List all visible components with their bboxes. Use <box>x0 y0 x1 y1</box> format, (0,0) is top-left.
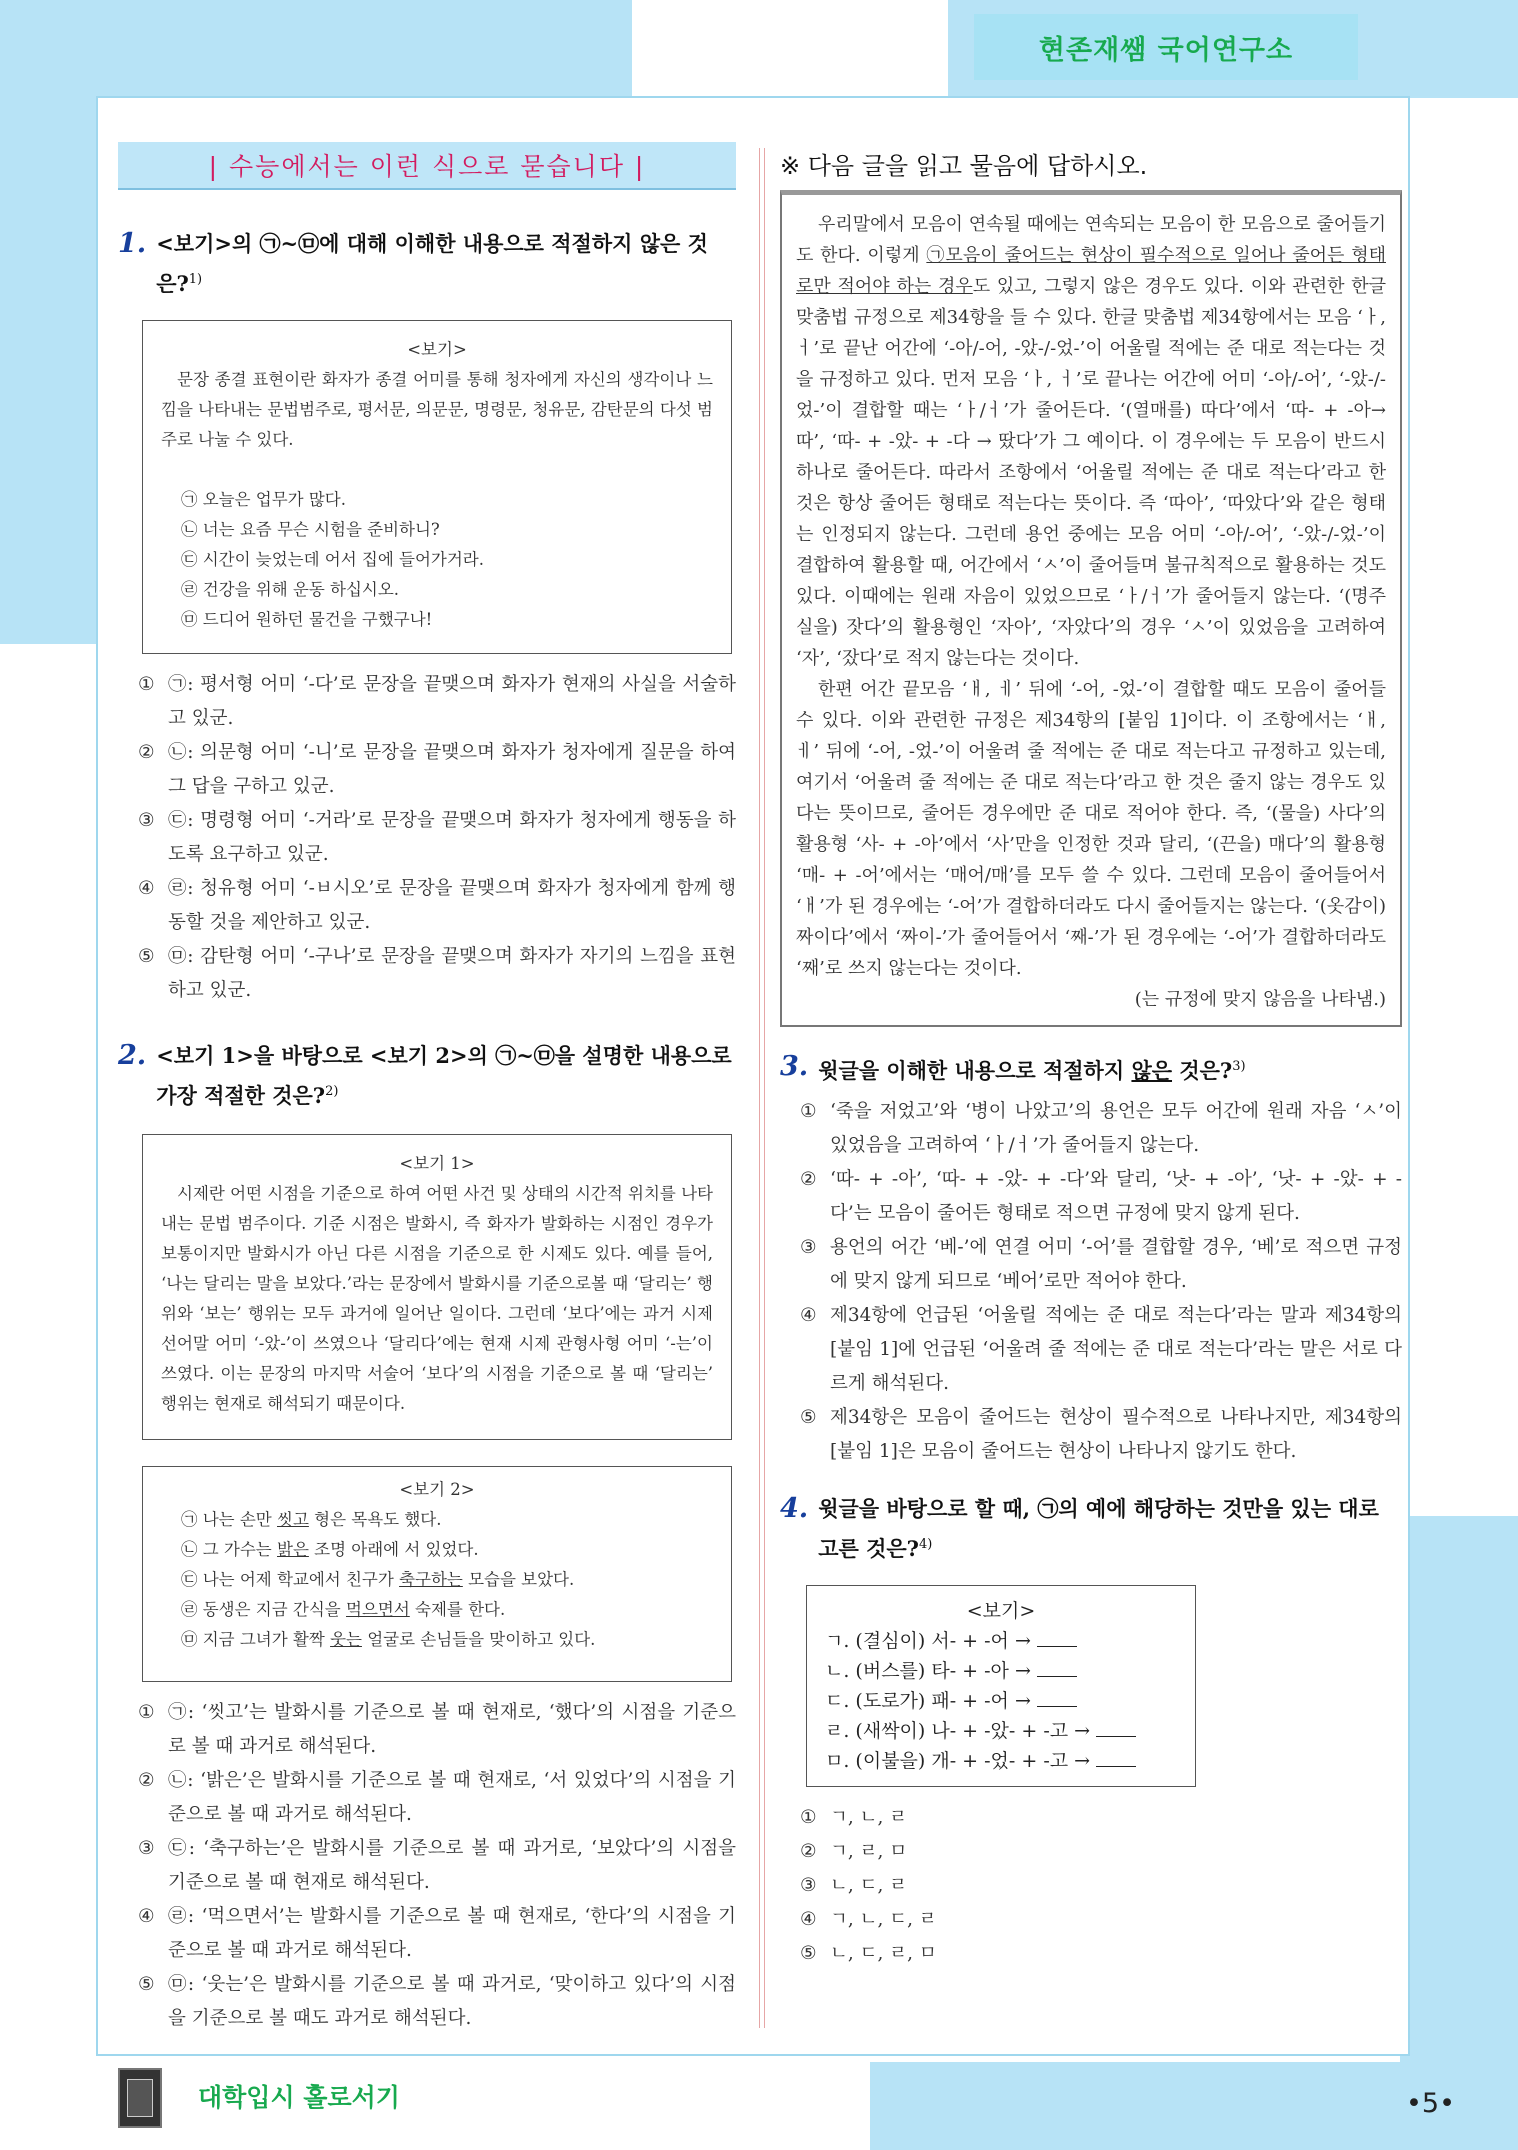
right-column <box>780 142 1402 1971</box>
question-2-text-body: <보기 1>을 바탕으로 <보기 2>의 ㉠~㉤을 설명한 내용으로 가장 적절한 것은? <box>156 1043 732 1108</box>
example-text: 조명 아래에 서 있었다. <box>308 1540 479 1559</box>
example-text: ㉣ 동생은 지금 간식을 <box>181 1600 346 1619</box>
question-2-stem <box>118 1038 736 1114</box>
option-marker: ④ <box>800 1305 817 1326</box>
passage-paragraph <box>796 209 1386 674</box>
example-text: ㉤ 지금 그녀가 활짝 <box>181 1630 331 1649</box>
option-marker: ⑤ <box>800 1943 817 1964</box>
question-4-example-box <box>806 1585 1196 1787</box>
option-marker: ③ <box>800 1875 817 1896</box>
answer-blank <box>1037 1629 1077 1647</box>
underlined-word: 않은 <box>1131 1058 1173 1083</box>
underlined-word: 먹으면서 <box>346 1600 410 1619</box>
answer-option[interactable] <box>800 1903 1402 1937</box>
question-2-text <box>156 1038 736 1114</box>
option-text: ㉠: 평서형 어미 ‘-다’로 문장을 끝맺으며 화자가 현재의 사실을 서술하고 있군. <box>168 674 736 729</box>
section-banner-text: | 수능에서는 이런 식으로 묻습니다 | <box>208 152 646 181</box>
answer-option[interactable] <box>800 1095 1402 1163</box>
option-text: ㉤: 감탄형 어미 ‘-구나’로 문장을 끝맺으며 화자가 자기의 느낌을 표현하고 있군. <box>168 946 736 1001</box>
passage-text: 우리말에서 모음이 연속될 때에는 연속되는 모음이 한 모음으로 줄어들기도 한다. 이렇게 <box>796 214 1386 266</box>
option-text: ㉢: ‘축구하는’은 발화시를 기준으로 볼 때 과거로, ‘보았다’의 시점을 기준으로 볼 때 현재로 해석된다. <box>168 1838 736 1893</box>
example-text: ㄹ. (새싹이) 나- + -았- + -고 → <box>825 1720 1091 1742</box>
option-text: ㉡: 의문형 어미 ‘-니’로 문장을 끝맺으며 화자가 청자에게 질문을 하여 그 답을 구하고 있군. <box>168 742 736 797</box>
example-box-title: <보기 2> <box>399 1480 475 1499</box>
section-banner <box>118 142 736 190</box>
option-text: ㄴ, ㄷ, ㄹ <box>830 1875 908 1896</box>
example-item: ㉤ 드디어 원하던 물건을 구했구나! <box>181 610 433 629</box>
passage-instruction: ※ 다음 글을 읽고 물음에 답하시오. <box>780 152 1148 180</box>
answer-blank <box>1037 1689 1077 1707</box>
example-item <box>161 1565 713 1595</box>
example-text: ㉠ 나는 손만 <box>181 1510 277 1529</box>
example-text: ㅁ. (이불을) 개- + -었- + -고 → <box>825 1750 1091 1772</box>
example-text: 모습을 보았다. <box>462 1570 575 1589</box>
option-marker: ② <box>800 1841 817 1862</box>
option-text: ㉣: ‘먹으면서’는 발화시를 기준으로 볼 때 현재로, ‘한다’의 시점을 기준으로 볼 때 과거로 해석된다. <box>168 1906 736 1961</box>
answer-option[interactable] <box>138 1696 736 1764</box>
option-marker: ④ <box>138 1906 155 1927</box>
option-marker: ③ <box>138 810 155 831</box>
passage-paragraph: 한편 어간 끝모음 ‘ㅐ, ㅔ’ 뒤에 ‘-어, -었-’이 결합할 때도 모음이 줄어들 수 있다. 이와 관련한 규정은 제34항의 [붙임 1]이다. 이 조항에서는 ‘ㅐ, ㅔ’ 뒤에 ‘-어, -었-’이 어울려 줄 적에는 준 대로 적는다고 규정하고 있는데, 여기서 ‘어울려 줄 적에는 준 대로 적는다’라고 한 것은 줄지 않는 경우도 있다는 뜻이므로, 줄어든 경우에만 준 대로 적어야 한다. 즉, ‘(물을) 사다’의 활용형 ‘사- + -아’에서 ‘사’만을 인정한 것과 달리, ‘(끈을) 매다’의 활용형 ‘매- + -어’에서는 ‘매어/매’를 모두 쓸 수 있다. 그런데 모음이 줄어들어서 ‘ㅐ’가 된 경우에는 ‘-어’가 결합하더라도 다시 줄어들지는 않는다. ‘(옷감이) 짜이다’에서 ‘짜이-’가 줄어들어서 ‘째-’가 된 경우에는 ‘-어’가 결합하더라도 ‘째’로 쓰지 않는다는 것이다. <box>796 679 1386 979</box>
background-block-bottom-right <box>1400 1516 1518 2150</box>
option-marker: ③ <box>800 1237 817 1258</box>
option-marker: ④ <box>138 878 155 899</box>
underlined-word: 밝은 <box>277 1540 309 1559</box>
example-item <box>825 1746 1177 1776</box>
answer-option[interactable] <box>800 1299 1402 1401</box>
question-2-example-box-1 <box>142 1134 732 1440</box>
passage-text: 도 있고, 그렇지 않은 경우도 있다. 이와 관련한 한글 맞춤법 규정으로 제34항을 들 수 있다. 한글 맞춤법 제34항에서는 모음 ‘ㅏ, ㅓ’로 끝난 어간에 ‘-아/-어, -았-/-었-’이 어울릴 적에는 준 대로 적는다는 것을 규정하고 있다. 먼저 모음 ‘ㅏ, ㅓ’로 끝나는 어간에 어미 ‘-아/-어’, ‘-았-/-었-’이 결합할 때는 ‘ㅏ/ㅓ’가 줄어든다. ‘(열매를) 따다’에서 ‘따- + -아→ 따’, ‘따- + -았- + -다 → 땄다’가 그 예이다. 이 경우에는 두 모음이 반드시 하나로 줄어든다. 따라서 조항에서 ‘어울릴 적에는 준 대로 적는다’라고 한 것은 항상 줄어든 형태로 적는다는 뜻이다. 즉 ‘따아’, ‘따았다’와 같은 형태는 인정되지 않는다. 그런데 용언 중에는 모음 어미 ‘-아/-어’, ‘-았-/-었-’이 결합하여 활용할 때, 어간에서 ‘ㅅ’이 줄어들며 불규칙적으로 활용하는 것도 있다. 이때에는 원래 자음이 있었으므로 ‘ㅏ/ㅓ’가 줄어들지 않는다. ‘(명주실을) 잣다’의 활용형인 ‘자아’, ‘자았다’의 경우 ‘ㅅ’이 있었음을 고려하여 ‘자’, ‘잤다’로 적지 않는다는 것이다. <box>796 276 1387 669</box>
answer-blank <box>1037 1659 1077 1677</box>
answer-option[interactable] <box>800 1835 1402 1869</box>
left-column <box>118 142 736 2036</box>
option-marker: ④ <box>800 1909 817 1930</box>
underlined-word: 웃는 <box>330 1630 362 1649</box>
question-2-options <box>138 1696 736 2036</box>
question-3-number: 3. <box>780 1051 809 1082</box>
underlined-word: 씻고 <box>277 1510 309 1529</box>
option-marker: ① <box>138 674 155 695</box>
question-4-options <box>800 1801 1402 1971</box>
option-marker: ① <box>800 1807 817 1828</box>
question-1-options <box>138 668 736 1008</box>
question-4-stem <box>780 1491 1402 1567</box>
option-text: ㉢: 명령형 어미 ‘-거라’로 문장을 끝맺으며 화자가 청자에게 행동을 하도록 요구하고 있군. <box>168 810 736 865</box>
header-title: 현존재쌤 국어연구소 <box>1038 34 1294 66</box>
option-text: ㄱ, ㄴ, ㄹ <box>830 1807 908 1828</box>
answer-option[interactable] <box>138 1832 736 1900</box>
option-text: ㄴ, ㄷ, ㄹ, ㅁ <box>830 1943 937 1964</box>
option-text: 제34항은 모음이 줄어드는 현상이 필수적으로 나타나지만, 제34항의 [붙임 1]은 모음이 줄어드는 현상이 나타나지 않기도 한다. <box>830 1407 1402 1462</box>
option-text: ㉠: ‘씻고’는 발화시를 기준으로 볼 때 현재로, ‘했다’의 시점을 기준으로 볼 때 과거로 해석된다. <box>168 1702 736 1757</box>
passage-underlined-phrase: ㉠모음이 줄어드는 현상이 필수적으로 일어나 줄어든 형태로만 적어야 하는 경우 <box>796 245 1386 297</box>
question-4-text <box>818 1491 1402 1567</box>
example-text: ㄷ. (도로가) 패- + -어 → <box>825 1690 1031 1712</box>
example-item: ㉠ 오늘은 업무가 많다. <box>181 490 346 509</box>
example-box-title: <보기> <box>407 340 467 359</box>
option-marker: ① <box>800 1101 817 1122</box>
answer-option[interactable] <box>138 668 736 736</box>
option-text: ‘죽을 저었고’와 ‘병이 나았고’의 용언은 모두 어간에 원래 자음 ‘ㅅ’이 있었음을 고려하여 ‘ㅏ/ㅓ’가 줄어들지 않는다. <box>830 1101 1402 1156</box>
answer-option[interactable] <box>138 1968 736 2036</box>
answer-option[interactable] <box>800 1801 1402 1835</box>
option-marker: ② <box>800 1169 817 1190</box>
page-number: •5• <box>1406 2088 1456 2119</box>
example-item <box>161 1505 713 1535</box>
footnote-ref: 2) <box>325 1084 339 1099</box>
reading-passage <box>780 190 1402 1027</box>
option-text: ㉤: ‘웃는’은 발화시를 기준으로 볼 때 과거로, ‘맞이하고 있다’의 시점을 기준으로 볼 때도 과거로 해석된다. <box>168 1974 736 2029</box>
option-text: 용언의 어간 ‘베-’에 연결 어미 ‘-어’를 결합할 경우, ‘베’로 적으면 규정에 맞지 않게 되므로 ‘베어’로만 적어야 한다. <box>830 1237 1402 1292</box>
option-text: ‘따- + -아’, ‘따- + -았- + -다’와 달리, ‘낫- + -아’, ‘낫- + -았- + -다’는 모음이 줄어든 형태로 적으면 규정에 맞지 않게 된다. <box>830 1169 1402 1224</box>
example-item: ㉣ 건강을 위해 운동 하십시오. <box>181 580 400 599</box>
footer-brand: 대학입시 홀로서기 <box>198 2083 400 2112</box>
example-box-title: <보기 1> <box>399 1154 475 1173</box>
question-3-text <box>818 1049 1245 1089</box>
option-marker: ⑤ <box>800 1407 817 1428</box>
example-text: 얼굴로 손님들을 맞이하고 있다. <box>361 1630 596 1649</box>
brand-logo-icon <box>118 2068 162 2128</box>
question-1-example-box <box>142 320 732 654</box>
answer-option[interactable] <box>800 1163 1402 1231</box>
example-text: 숙제를 한다. <box>409 1600 506 1619</box>
example-box-text: 시제란 어떤 시점을 기준으로 하여 어떤 사건 및 상태의 시간적 위치를 나타내는 문법 범주이다. 기준 시점은 발화시, 즉 화자가 발화하는 시점인 경우가 보통이지만 발화시가 아닌 다른 시점을 기준으로 한 시제도 있다. 예를 들어, ‘나는 달리는 말을 보았다.’라는 문장에서 발화시를 기준으로볼 때 ‘달리는’ 행위와 ‘보는’ 행위는 모두 과거에 일어난 일이다. 그런데 ‘보다’에는 과거 시제 선어말 어미 ‘-았-’이 쓰였으나 ‘달리다’에는 현재 시제 관형사형 어미 ‘-는’이 쓰였다. 이는 문장의 마지막 서술어 ‘보다’의 시점을 기준으로 볼 때 ‘달리는’ 행위는 현재로 해석되기 때문이다. <box>161 1184 713 1413</box>
option-marker: ③ <box>138 1838 155 1859</box>
option-text: ㄱ, ㄹ, ㅁ <box>830 1841 908 1862</box>
example-text: ㄱ. (결심이) 서- + -어 → <box>825 1630 1031 1652</box>
question-4-number: 4. <box>780 1493 809 1524</box>
example-item <box>161 1595 713 1625</box>
footnote-ref: 1) <box>188 272 203 287</box>
example-item <box>161 1625 713 1655</box>
example-text: 형은 목욕도 했다. <box>308 1510 442 1529</box>
answer-option[interactable] <box>800 1231 1402 1299</box>
passage-note: (는 규정에 맞지 않음을 나타냄.) <box>1134 989 1386 1010</box>
option-marker: ⑤ <box>138 1974 155 1995</box>
question-3-text-body: 것은? <box>1172 1058 1233 1083</box>
example-item <box>825 1686 1177 1716</box>
question-3-stem <box>780 1049 1402 1089</box>
question-1-stem <box>118 226 736 302</box>
example-item: ㉢ 시간이 늦었는데 어서 집에 들어가거라. <box>181 550 484 569</box>
option-text: ㄱ, ㄴ, ㄷ, ㄹ <box>830 1909 937 1930</box>
answer-option[interactable] <box>138 1764 736 1832</box>
answer-option[interactable] <box>138 804 736 872</box>
option-text: 제34항에 언급된 ‘어울릴 적에는 준 대로 적는다’라는 말과 제34항의 [붙임 1]에 언급된 ‘어울려 줄 적에는 준 대로 적는다’라는 말은 서로 다르게 해석된다. <box>830 1305 1402 1394</box>
option-text: ㉡: ‘밝은’은 발화시를 기준으로 볼 때 현재로, ‘서 있었다’의 시점을 기준으로 볼 때 과거로 해석된다. <box>168 1770 736 1825</box>
example-item <box>825 1626 1177 1656</box>
option-marker: ① <box>138 1702 155 1723</box>
answer-option[interactable] <box>800 1401 1402 1469</box>
answer-option[interactable] <box>800 1937 1402 1971</box>
question-2-number: 2. <box>118 1040 147 1071</box>
answer-option[interactable] <box>138 872 736 940</box>
question-3-text-body: 윗글을 이해한 내용으로 적절하지 <box>818 1058 1132 1083</box>
answer-option[interactable] <box>138 1900 736 1968</box>
header-title-box <box>974 14 1358 80</box>
footnote-ref: 3) <box>1232 1059 1246 1074</box>
example-box-text: 문장 종결 표현이란 화자가 종결 어미를 통해 청자에게 자신의 생각이나 느낌을 나타내는 문법범주로, 평서문, 의문문, 명령문, 청유문, 감탄문의 다섯 범주로 나눌 수 있다. <box>161 370 713 449</box>
example-text: ㄴ. (버스를) 타- + -아 → <box>825 1660 1031 1682</box>
example-item <box>161 1535 713 1565</box>
question-1-number: 1. <box>118 228 147 259</box>
question-4-text-body: 윗글을 바탕으로 할 때, ㉠의 예에 해당하는 것만을 있는 대로 고른 것은? <box>818 1496 1379 1561</box>
option-marker: ⑤ <box>138 946 155 967</box>
example-item <box>825 1716 1177 1746</box>
answer-blank <box>1096 1749 1136 1767</box>
question-2-example-box-2 <box>142 1466 732 1682</box>
option-marker: ② <box>138 742 155 763</box>
example-item: ㉡ 너는 요즘 무슨 시험을 준비하니? <box>181 520 440 539</box>
option-marker: ② <box>138 1770 155 1791</box>
column-divider <box>759 148 765 2028</box>
example-box-title: <보기> <box>966 1600 1036 1622</box>
underlined-word: 축구하는 <box>399 1570 463 1589</box>
example-text: ㉢ 나는 어제 학교에서 친구가 <box>181 1570 400 1589</box>
answer-option[interactable] <box>138 736 736 804</box>
question-3-options <box>800 1095 1402 1469</box>
example-item <box>825 1656 1177 1686</box>
answer-option[interactable] <box>138 940 736 1008</box>
example-text: ㉡ 그 가수는 <box>181 1540 277 1559</box>
footnote-ref: 4) <box>918 1537 933 1552</box>
answer-blank <box>1096 1719 1136 1737</box>
answer-option[interactable] <box>800 1869 1402 1903</box>
question-1-text <box>156 226 736 302</box>
question-1-text-body: <보기>의 ㉠~㉤에 대해 이해한 내용으로 적절하지 않은 것은? <box>156 231 708 296</box>
option-text: ㉣: 청유형 어미 ‘-ㅂ시오’로 문장을 끝맺으며 화자가 청자에게 함께 행동할 것을 제안하고 있군. <box>168 878 736 933</box>
